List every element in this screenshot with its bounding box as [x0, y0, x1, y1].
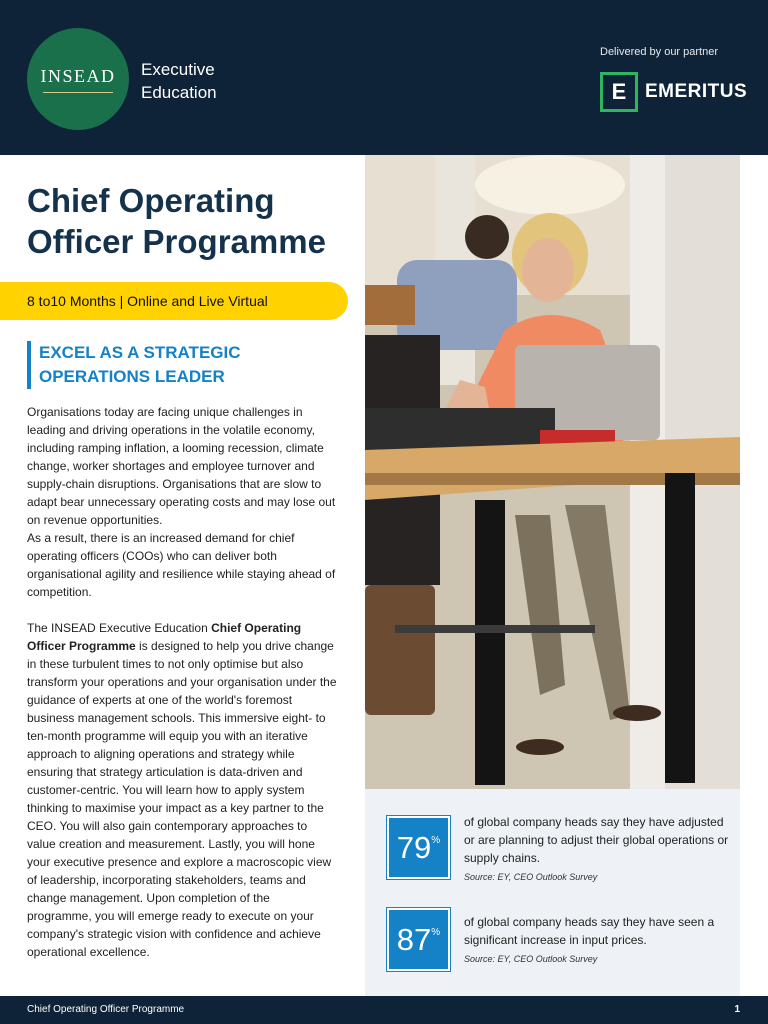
emeritus-mark-icon: E: [600, 72, 638, 112]
title-line-2: Officer Programme: [27, 223, 326, 260]
hero-photo: [365, 155, 740, 789]
executive-education-label: [141, 58, 217, 104]
stat-1-badge: [387, 816, 450, 879]
brand-line-2: Education: [141, 83, 217, 102]
section-heading-line-2: OPERATIONS LEADER: [39, 367, 225, 386]
paragraph-2: As a result, there is an increased demand for chief operating officers (COOs) who can deliver both organisational agility and resilience while staying ahead of competition.: [27, 531, 336, 599]
section-heading-line-1: EXCEL AS A STRATEGIC: [39, 343, 241, 362]
programme-name: Chief Operating Officer Programme: [27, 621, 302, 653]
section-heading: [27, 341, 241, 389]
stat-1-text: of global company heads say they have adjusted or are planning to adjust their global operations or supply chains.: [464, 815, 729, 865]
stat-1-source: Source: EY, CEO Outlook Survey: [464, 872, 598, 882]
footer-title: Chief Operating Officer Programme: [27, 1004, 185, 1015]
insead-logo-text: INSEAD: [40, 65, 116, 86]
stat-1-unit: %: [431, 835, 441, 846]
stat-2-unit: %: [431, 927, 441, 938]
brand-line-1: Executive: [141, 60, 215, 79]
body-text: [27, 403, 337, 961]
paragraph-1: Organisations today are facing unique challenges in leading and driving operations in the volatile economy, including ramping inflation, a looming recession, climate change, worker shortages and employee turnover and supply-chain disruptions. Organisations that are slow to adapt bear unnecessary operating costs and may lose out on revenue opportunities.: [27, 405, 336, 527]
emeritus-logo[interactable]: [600, 72, 747, 112]
emeritus-name: EMERITUS: [645, 81, 748, 102]
stat-2-text: of global company heads say they have seen a significant increase in input prices.: [464, 915, 715, 947]
office-scene-image: [365, 155, 740, 789]
insead-logo[interactable]: [27, 28, 129, 130]
partner-label: Delivered by our partner: [600, 46, 719, 58]
page-header: [0, 0, 768, 155]
stats-panel: [365, 789, 740, 996]
paragraph-3-lead: The INSEAD Executive Education: [27, 621, 212, 635]
stat-2-number: 87: [396, 922, 432, 957]
stat-2-source: Source: EY, CEO Outlook Survey: [464, 954, 598, 964]
page-footer: [0, 996, 768, 1024]
stat-2-badge: [387, 908, 450, 971]
title-line-1: Chief Operating: [27, 182, 275, 219]
paragraph-3-rest: is designed to help you drive change in these turbulent times to not only optimise but also transform your operations and your organisation under the guidance of experts at one of the world's foremost business management schools. This immersive eight- to ten-month programme will equip you with an iterative approach to aligning operations and strategy while ensuring that strategy articulation is data-driven and customer-centric. You will learn how to apply system thinking to maximise your impact as a key partner to the CEO. You will also gain contemporary approaches to value creation and measurement. Lastly, you will hone your executive presence and explore a macroscopic view of leadership, incorporating stakeholders, teams and change management. Upon completion of the programme, you will emerge ready to execute on your company's strategic vision with confidence and achieve operational excellence.: [27, 639, 337, 959]
format-pill: 8 to10 Months | Online and Live Virtual: [0, 282, 348, 320]
paragraph-3: [27, 619, 337, 961]
logo-rule: [43, 92, 113, 93]
page-title: [27, 180, 357, 262]
page-number: 1: [734, 1004, 740, 1015]
stat-1-number: 79: [396, 830, 432, 865]
